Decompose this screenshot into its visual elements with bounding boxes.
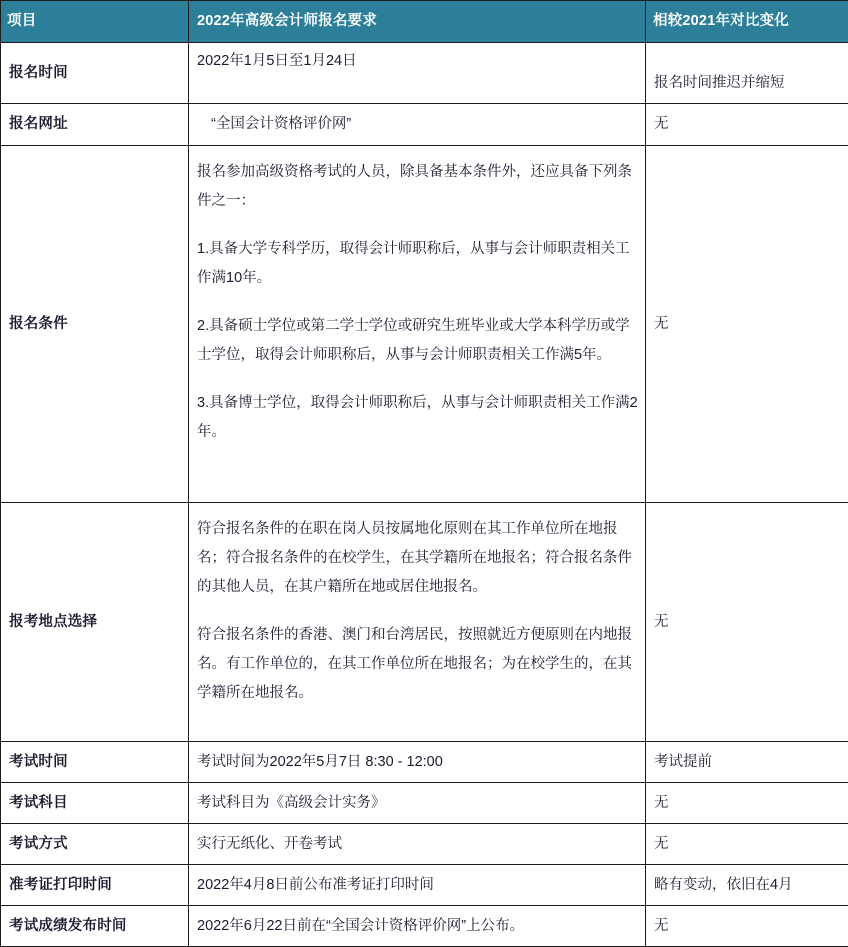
- condition-intro: 报名参加高级资格考试的人员，除具备基本条件外，还应具备下列条件之一：: [197, 158, 639, 216]
- row-requirement-exam-method: 实行无纸化、开卷考试: [189, 824, 646, 865]
- table-row: [1, 906, 848, 947]
- row-change-location: 无: [646, 503, 848, 742]
- table-header-row: [1, 1, 848, 43]
- table-row: [1, 742, 848, 783]
- row-requirement-score-release: 2022年6月22日前在“全国会计资格评价网”上公布。: [189, 906, 646, 947]
- row-requirement-signup-url: “全国会计资格评价网”: [189, 104, 646, 146]
- table-body: [1, 43, 848, 947]
- table-header: [1, 1, 848, 43]
- column-header-item: 项目: [1, 1, 189, 43]
- row-label-exam-time: 考试时间: [1, 742, 189, 783]
- row-change-admit-print: 略有变动，依旧在4月: [646, 865, 848, 906]
- table-row: [1, 146, 848, 503]
- table-row: [1, 783, 848, 824]
- row-requirement-admit-print: 2022年4月8日前公布准考证打印时间: [189, 865, 646, 906]
- table-row: [1, 503, 848, 742]
- row-requirement-exam-time: 考试时间为2022年5月7日 8:30 - 12:00: [189, 742, 646, 783]
- table-row: [1, 865, 848, 906]
- column-header-change: 相较2021年对比变化: [646, 1, 848, 43]
- row-label-signup-time: 报名时间: [1, 43, 189, 104]
- condition-item-3: 3.具备博士学位，取得会计师职称后，从事与会计师职责相关工作满2年。: [197, 389, 639, 447]
- row-label-conditions: 报名条件: [1, 146, 189, 503]
- row-label-exam-method: 考试方式: [1, 824, 189, 865]
- row-change-score-release: 无: [646, 906, 848, 947]
- table-row: [1, 104, 848, 146]
- condition-item-2: 2.具备硕士学位或第二学士学位或研究生班毕业或大学本科学历或学士学位，取得会计师职称后，从事与会计师职责相关工作满5年。: [197, 312, 639, 370]
- condition-item-1: 1.具备大学专科学历，取得会计师职称后，从事与会计师职责相关工作满10年。: [197, 235, 639, 293]
- row-change-exam-method: 无: [646, 824, 848, 865]
- row-label-admit-print: 准考证打印时间: [1, 865, 189, 906]
- row-change-conditions: 无: [646, 146, 848, 503]
- row-label-score-release: 考试成绩发布时间: [1, 906, 189, 947]
- row-change-exam-time: 考试提前: [646, 742, 848, 783]
- row-change-signup-time: 报名时间推迟并缩短: [646, 43, 848, 104]
- row-change-signup-url: 无: [646, 104, 848, 146]
- row-label-signup-url: 报名网址: [1, 104, 189, 146]
- row-requirement-conditions: [189, 146, 646, 503]
- row-requirement-location: [189, 503, 646, 742]
- row-label-location: 报考地点选择: [1, 503, 189, 742]
- row-requirement-signup-time: 2022年1月5日至1月24日: [189, 43, 646, 104]
- table-row: [1, 824, 848, 865]
- row-label-exam-subject: 考试科目: [1, 783, 189, 824]
- table-row: [1, 43, 848, 104]
- location-rule-1: 符合报名条件的在职在岗人员按属地化原则在其工作单位所在地报名；符合报名条件的在校学生，在其学籍所在地报名；符合报名条件的其他人员，在其户籍所在地或居住地报名。: [197, 515, 639, 602]
- column-header-requirement: 2022年高级会计师报名要求: [189, 1, 646, 43]
- row-change-exam-subject: 无: [646, 783, 848, 824]
- row-requirement-exam-subject: 考试科目为《高级会计实务》: [189, 783, 646, 824]
- location-rule-2: 符合报名条件的香港、澳门和台湾居民，按照就近方便原则在内地报名。有工作单位的，在其工作单位所在地报名；为在校学生的，在其学籍所在地报名。: [197, 621, 639, 708]
